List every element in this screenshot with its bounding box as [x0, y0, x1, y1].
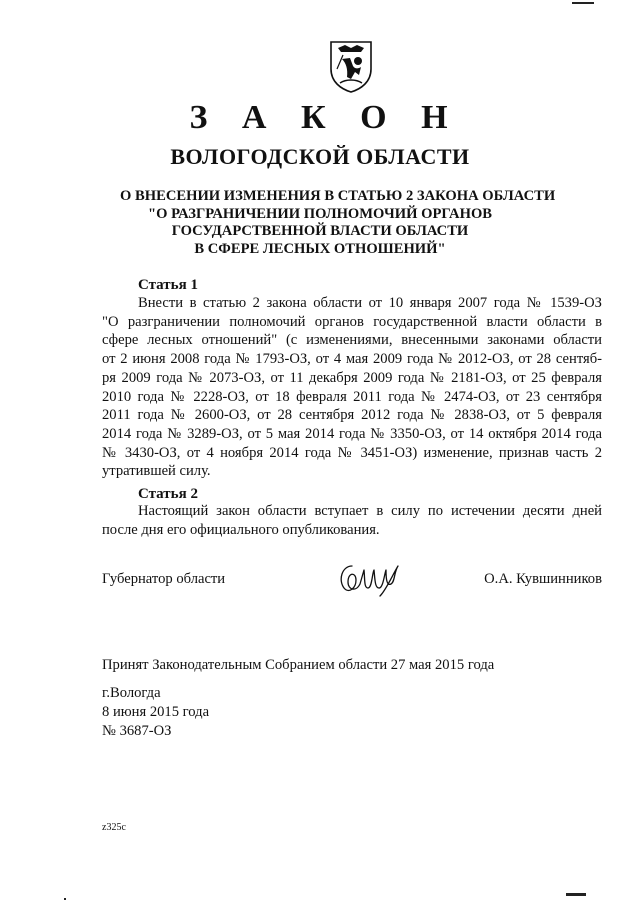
article-1-line: от 2 июня 2008 года № 1793-ОЗ, от 4 мая 2009 года № 2012-ОЗ, от 28 сентяб-	[102, 351, 602, 368]
signature-icon	[334, 556, 404, 598]
article-1-line: 2011 года № 2600-ОЗ, от 28 сентября 2012 года № 2838-ОЗ, от 5 февраля	[102, 407, 602, 424]
scan-mark-dot	[64, 898, 66, 900]
scan-mark-bottom	[566, 893, 586, 896]
governor-name: О.А. Кувшинников	[484, 571, 602, 587]
law-title-line: "О РАЗГРАНИЧЕНИИ ПОЛНОМОЧИЙ ОРГАНОВ	[147, 205, 493, 222]
article-1-heading: Статья 1	[138, 277, 198, 293]
article-1-line: "О разграничении полномочий органов государственной власти области в	[102, 313, 602, 330]
article-1-line: 2010 года № 2228-ОЗ, от 18 февраля 2011 года № 2474-ОЗ, от 23 сентября	[102, 388, 602, 405]
law-title-line: О ВНЕСЕНИИ ИЗМЕНЕНИЯ В СТАТЬЮ 2 ЗАКОНА ОБЛАСТИ	[120, 188, 556, 204]
law-title-line: ГОСУДАРСТВЕННОЙ ВЛАСТИ ОБЛАСТИ	[171, 223, 469, 239]
law-meta	[102, 684, 209, 741]
region-heading: ВОЛОГОДСКОЙ ОБЛАСТИ	[170, 144, 470, 169]
law-heading: З А К О Н	[189, 99, 461, 136]
article-1-line: ря 2009 года № 2073-ОЗ, от 11 декабря 2009 года № 2181-ОЗ, от 25 февраля	[102, 369, 602, 386]
article-1-line: Внести в статью 2 закона области от 10 января 2007 года № 1539-ОЗ	[138, 295, 602, 311]
law-title	[120, 188, 556, 258]
law-title-line: В СФЕРЕ ЛЕСНЫХ ОТНОШЕНИЙ"	[194, 240, 446, 257]
article-2-line: после дня его официального опубликования.	[102, 521, 380, 538]
article-1-body	[102, 294, 602, 481]
coat-of-arms-icon	[328, 39, 374, 93]
article-1-line: № 3430-ОЗ, от 4 ноября 2014 года № 3451-ОЗ) изменение, признав часть 2	[102, 444, 602, 461]
signing-date: 8 июня 2015 года	[102, 704, 210, 720]
governor-label: Губернатор области	[102, 571, 226, 587]
article-2-body	[102, 502, 602, 539]
article-1-line: сфере лесных отношений" (с изменениями, внесенными законами области	[102, 332, 602, 349]
article-1-line: утратившей силу.	[102, 463, 211, 480]
article-2-heading: Статья 2	[138, 486, 198, 502]
article-2-line: Настоящий закон области вступает в силу по истечении десяти дней	[138, 503, 602, 519]
place: г.Вологда	[102, 685, 161, 701]
adoption-note: Принят Законодательным Собранием области 27 мая 2015 года	[102, 657, 495, 673]
law-number: № 3687-ОЗ	[102, 723, 172, 739]
article-1-line: 2014 года № 3289-ОЗ, от 5 мая 2014 года № 3350-ОЗ, от 14 октября 2014 года	[102, 425, 602, 442]
scan-mark-top	[572, 2, 594, 4]
document-code: z325c	[102, 822, 126, 833]
